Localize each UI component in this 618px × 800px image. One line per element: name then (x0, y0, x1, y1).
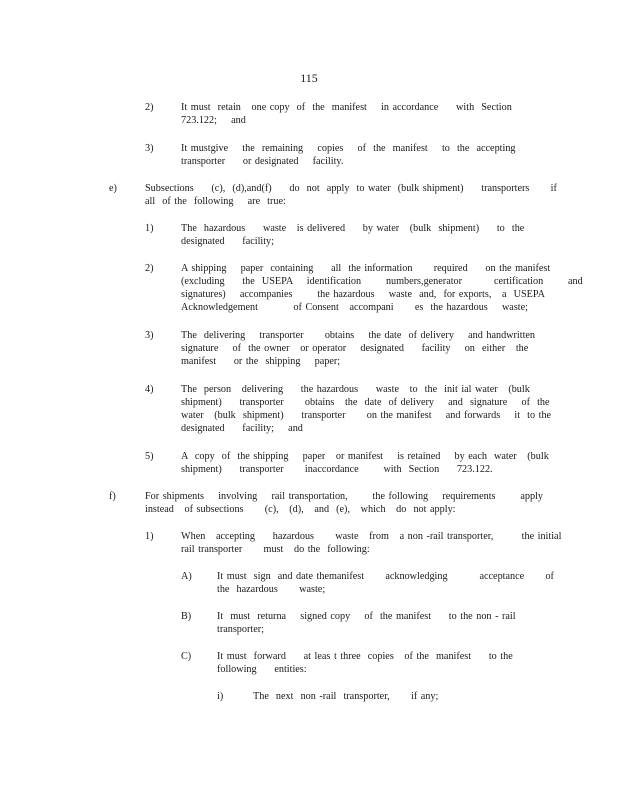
body-text-line: rail transporter must do the following: (181, 544, 370, 555)
list-marker: 1) (145, 531, 154, 542)
body-text-line: designated facility; (181, 236, 274, 247)
body-text-line: transporter; (217, 624, 264, 635)
body-text-line: The person delivering the hazardous waste to the init ial water (bulk (181, 384, 530, 395)
body-text-line: It must retain one copy of the manifest in accordance with Section (181, 102, 512, 113)
body-text-line: shipment) transporter obtains the date of delivery and signature of the (181, 397, 550, 408)
body-text-line: (excluding the USEPA identification numbers,generator certification and (181, 276, 583, 287)
list-marker: i) (217, 691, 224, 702)
body-text-line: It must returna signed copy of the manifest to the non - rail (217, 611, 516, 622)
list-marker: f) (109, 491, 116, 502)
body-text-line: Subsections (c), (d),and(f) do not apply to water (bulk shipment) transporters if (145, 183, 557, 194)
body-text-line: The hazardous waste is delivered by water (bulk shipment) to the (181, 223, 525, 234)
body-text-line: A shipping paper containing all the information required on the manifest (181, 263, 551, 274)
body-text-line: A copy of the shipping paper or manifest is retained by each water (bulk (181, 451, 549, 462)
body-text-line: Acknowledgement of Consent accompani es the hazardous waste; (181, 302, 528, 313)
list-marker: 1) (145, 223, 154, 234)
body-text-line: It must forward at leas t three copies of the manifest to the (217, 651, 513, 662)
body-text-line: following entities: (217, 664, 307, 675)
body-text-line: The delivering transporter obtains the date of delivery and handwritten (181, 330, 536, 341)
body-text-line: water (bulk shipment) transporter on the manifest and forwards it to the (181, 410, 552, 421)
body-text-line: designated facility; and (181, 423, 303, 434)
list-marker: C) (181, 651, 192, 662)
list-marker: 2) (145, 102, 154, 113)
body-text-line: the hazardous waste; (217, 584, 326, 595)
body-text-line: When accepting hazardous waste from a non -rail transporter, the initial (181, 531, 562, 542)
list-marker: 2) (145, 263, 154, 274)
body-text-line: signature of the owner or operator designated facility on either the (181, 343, 529, 354)
body-text-line: It mustgive the remaining copies of the manifest to the accepting (181, 143, 516, 154)
list-marker: e) (109, 183, 117, 194)
list-marker: 5) (145, 451, 154, 462)
body-text-line: signatures) accompanies the hazardous waste and, for exports, a USEPA (181, 289, 545, 300)
body-text-line: shipment) transporter inaccordance with Section 723.122. (181, 464, 493, 475)
list-marker: 4) (145, 384, 154, 395)
body-text-line: manifest or the shipping paper; (181, 356, 341, 367)
body-text-line: The next non -rail transporter, if any; (253, 691, 439, 702)
body-text-line: 723.122; and (181, 115, 246, 126)
body-text-line: It must sign and date themanifest acknowledging acceptance of (217, 571, 554, 582)
body-text-line: all of the following are true: (145, 196, 286, 207)
list-marker: 3) (145, 143, 154, 154)
body-text-line: transporter or designated facility. (181, 156, 344, 167)
body-text-line: For shipments involving rail transportation, the following requirements apply (145, 491, 543, 502)
page-number: 115 (300, 71, 318, 85)
list-marker: 3) (145, 330, 154, 341)
list-marker: B) (181, 611, 192, 622)
body-text-line: instead of subsections (c), (d), and (e), which do not apply: (145, 504, 456, 515)
list-marker: A) (181, 571, 192, 582)
